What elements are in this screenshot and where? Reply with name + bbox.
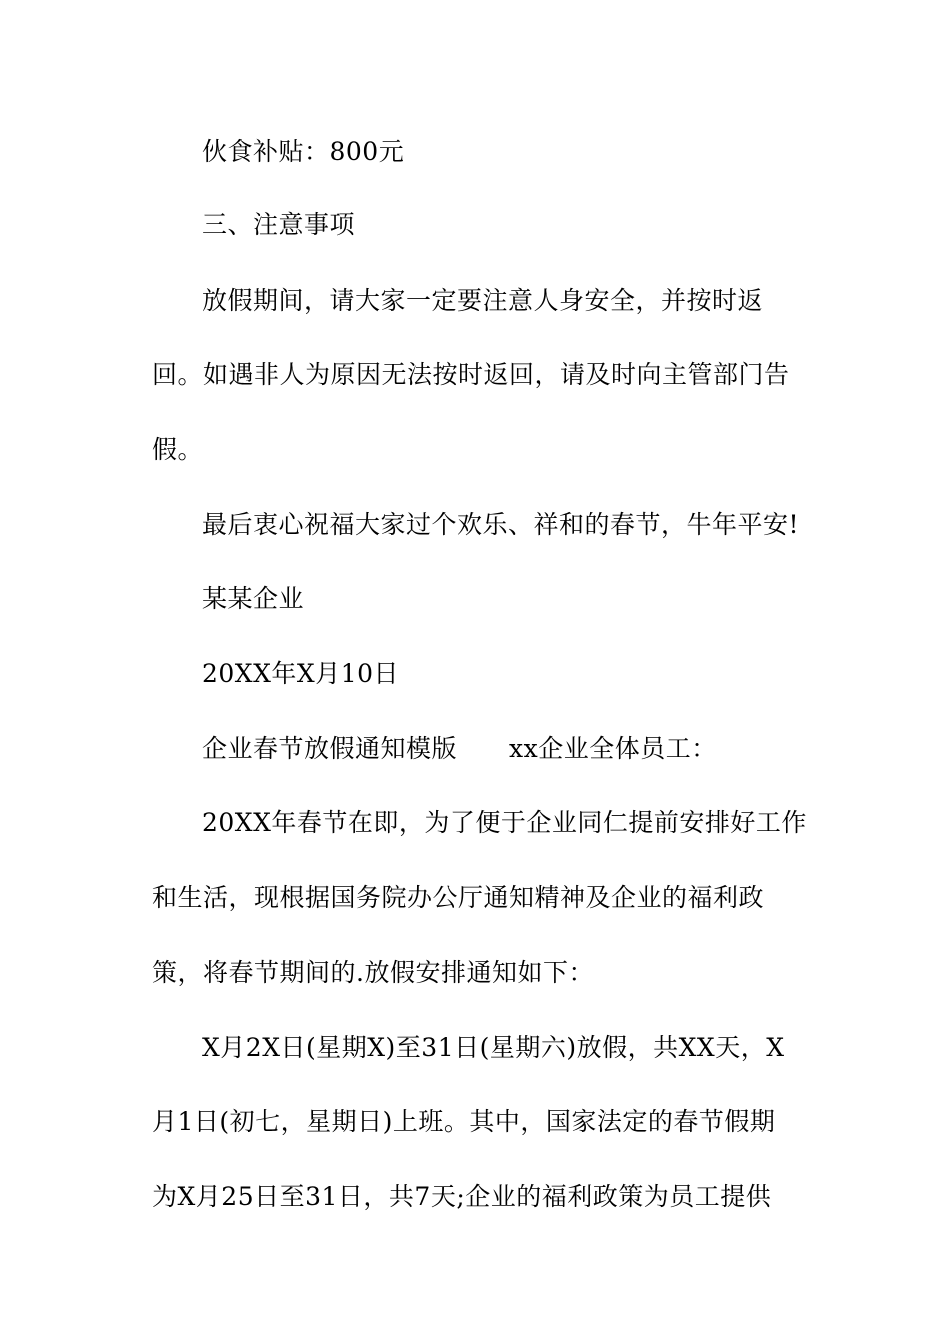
paragraph-line: 月1日(初七，星期日)上班。其中，国家法定的春节假期 bbox=[152, 1107, 776, 1136]
signature-company: 某某企业 bbox=[202, 584, 305, 613]
template-title-line bbox=[202, 729, 717, 769]
paragraph-line: 放假期间，请大家一定要注意人身安全，并按时返 bbox=[202, 286, 764, 315]
closing-wishes-line: 最后衷心祝福大家过个欢乐、祥和的春节，牛年平安! bbox=[202, 510, 800, 539]
paragraph-line: 为X月25日至31日，共7天;企业的福利政策为员工提供 bbox=[152, 1182, 772, 1211]
meal-allowance-line: 伙食补贴：800元 bbox=[202, 137, 405, 166]
signature-date: 20XX年X月10日 bbox=[202, 659, 400, 688]
paragraph-line: 假。 bbox=[152, 435, 204, 464]
addressee: xx企业全体员工： bbox=[509, 734, 717, 763]
paragraph-line: X月2X日(星期X)至31日(星期六)放假，共XX天，X bbox=[202, 1033, 785, 1062]
paragraph-line: 策，将春节期间的.放假安排通知如下： bbox=[152, 958, 594, 987]
paragraph-line: 20XX年春节在即，为了便于企业同仁提前安排好工作 bbox=[202, 808, 807, 837]
paragraph-line: 回。如遇非人为原因无法按时返回，请及时向主管部门告 bbox=[152, 360, 790, 389]
section-heading-notes: 三、注意事项 bbox=[202, 210, 356, 239]
template-title: 企业春节放假通知模版 bbox=[202, 734, 458, 763]
paragraph-line: 和生活，现根据国务院办公厅通知精神及企业的福利政 bbox=[152, 883, 765, 912]
